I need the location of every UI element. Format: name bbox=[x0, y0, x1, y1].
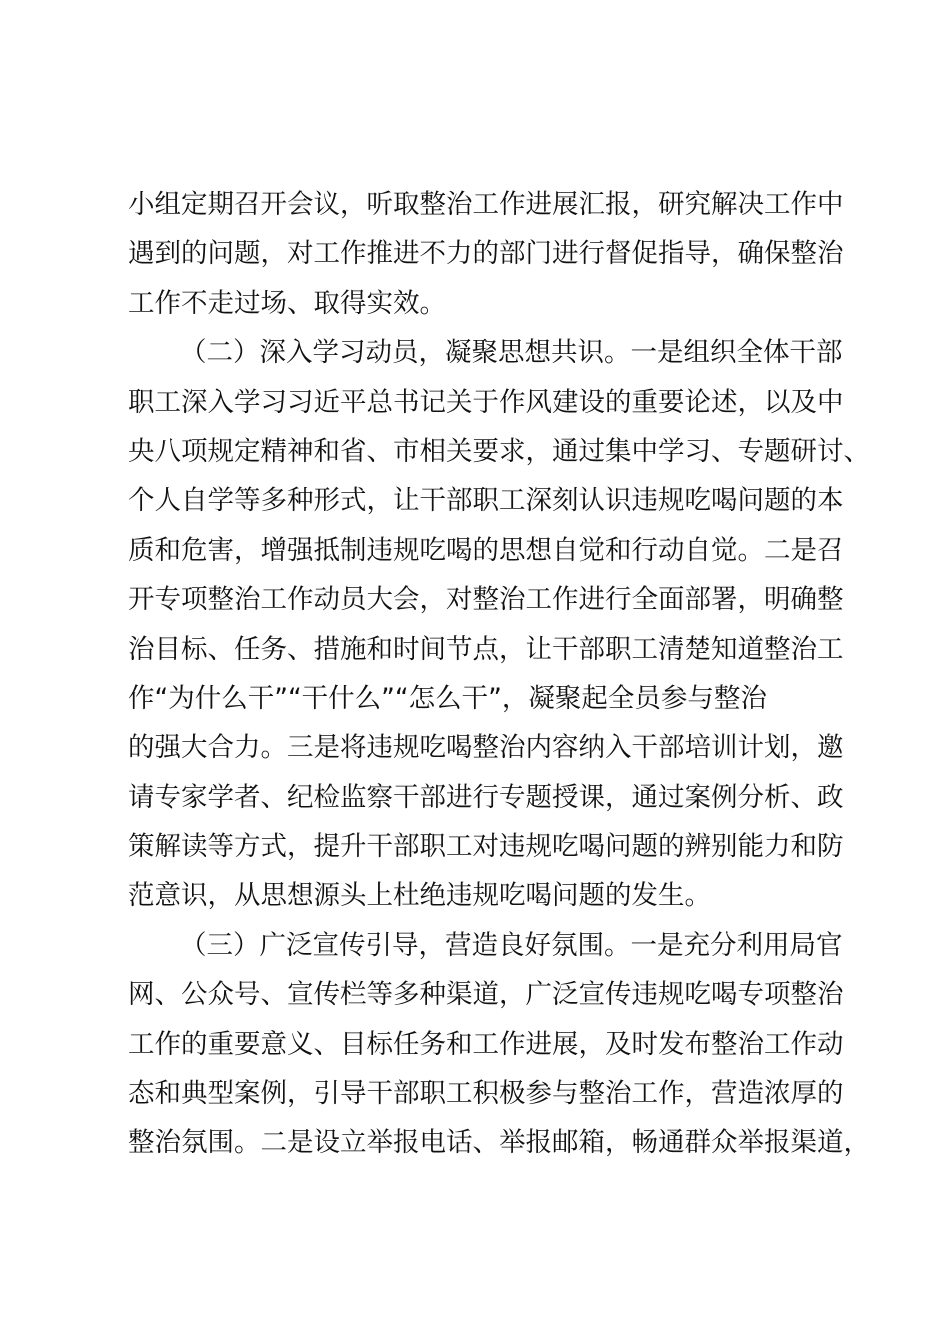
text-line: 的强大合力。三是将违规吃喝整治内容纳入干部培训计划，邀 bbox=[128, 732, 844, 764]
text-line: 网、公众号、宣传栏等多种渠道，广泛宣传违规吃喝专项整治 bbox=[128, 979, 844, 1011]
text-line: 策解读等方式，提升干部职工对违规吃喝问题的辨别能力和防 bbox=[128, 831, 844, 863]
document-body bbox=[128, 180, 870, 1168]
text-line: 质和危害，增强抵制违规吃喝的思想自觉和行动自觉。二是召 bbox=[128, 534, 844, 566]
text-line: 整治氛围。二是设立举报电话、举报邮箱，畅通群众举报渠道， bbox=[128, 1127, 870, 1159]
text-line: 治目标、任务、措施和时间节点，让干部职工清楚知道整治工 bbox=[128, 633, 844, 665]
section-heading-line: （三）广泛宣传引导，营造良好氛围。一是充分利用局官 bbox=[180, 929, 843, 961]
text-line: 遇到的问题，对工作推进不力的部门进行督促指导，确保整治 bbox=[128, 238, 844, 270]
text-line: 职工深入学习习近平总书记关于作风建设的重要论述，以及中 bbox=[128, 386, 844, 418]
text-line: 作“为什么干”“干什么”“怎么干”，凝聚起全员参与整治 bbox=[128, 682, 767, 714]
section-heading-line: （二）深入学习动员，凝聚思想共识。一是组织全体干部 bbox=[180, 337, 843, 369]
text-line: 开专项整治工作动员大会，对整治工作进行全面部署，明确整 bbox=[128, 584, 844, 616]
text-line: 工作不走过场、取得实效。 bbox=[128, 287, 446, 319]
text-line: 个人自学等多种形式，让干部职工深刻认识违规吃喝问题的本 bbox=[128, 485, 844, 517]
text-line: 央八项规定精神和省、市相关要求，通过集中学习、专题研讨、 bbox=[128, 435, 870, 467]
text-line: 工作的重要意义、目标任务和工作进展，及时发布整治工作动 bbox=[128, 1028, 844, 1060]
text-line: 范意识，从思想源头上杜绝违规吃喝问题的发生。 bbox=[128, 880, 711, 912]
text-line: 请专家学者、纪检监察干部进行专题授课，通过案例分析、政 bbox=[128, 781, 844, 813]
text-line: 小组定期召开会议，听取整治工作进展汇报，研究解决工作中 bbox=[128, 189, 844, 220]
text-line: 态和典型案例，引导干部职工积极参与整治工作，营造浓厚的 bbox=[128, 1078, 844, 1110]
